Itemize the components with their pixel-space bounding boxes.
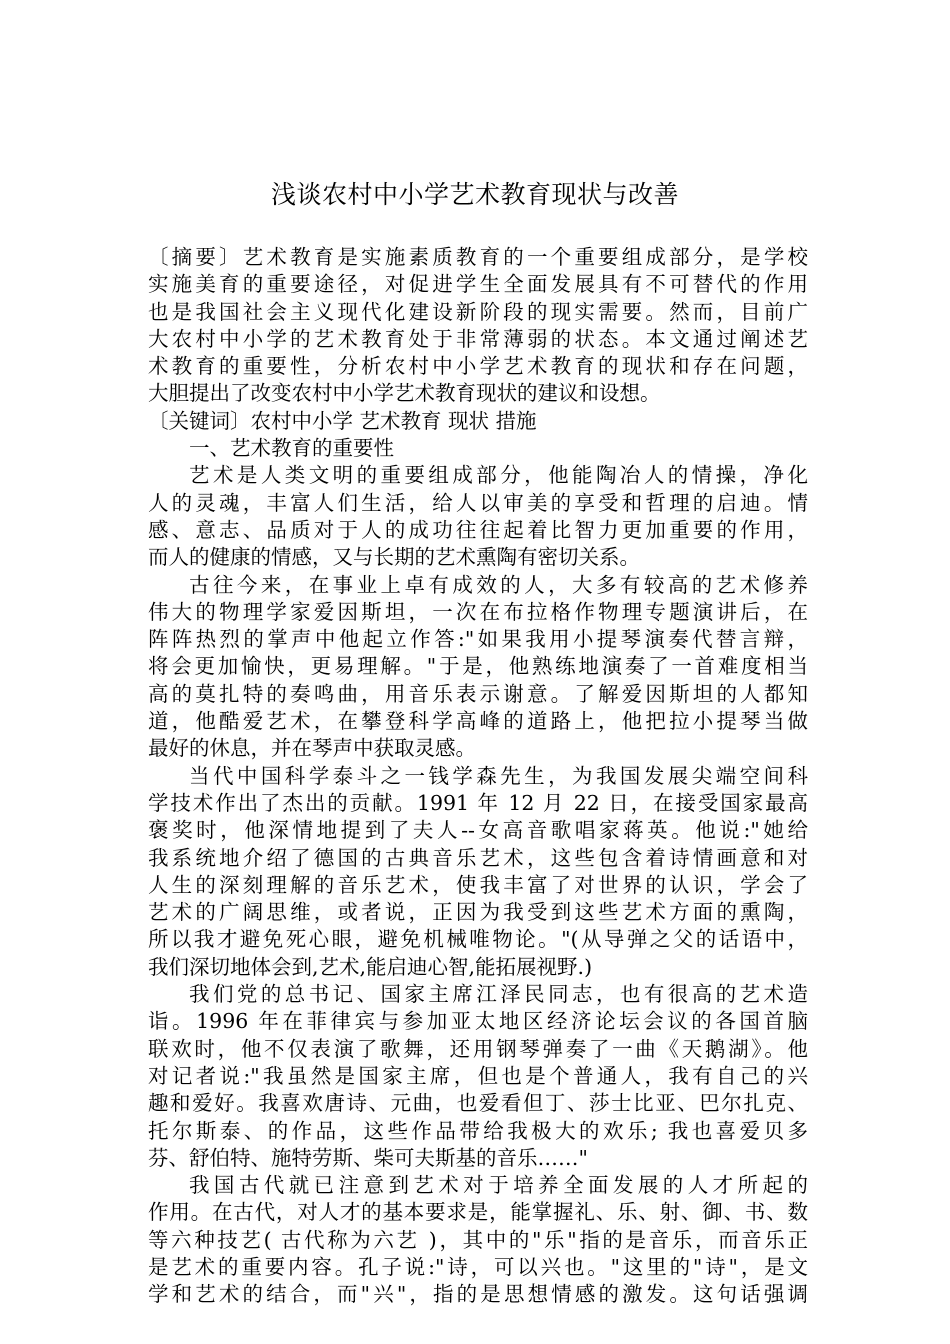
text-line: 我们党的总书记、国家主席江泽民同志，也有很高的艺术造 (189, 982, 808, 1007)
text-line: 是艺术的重要内容。孔子说:"诗，可以兴也。"这里的"诗"，是文 (148, 1254, 808, 1279)
text-line: 也是我国社会主义现代化建设新阶段的现实需要。然而，目前广 (148, 299, 808, 324)
text-line: 等六种技艺( 古代称为六艺 )，其中的"乐"指的是音乐，而音乐正 (148, 1227, 808, 1252)
text-line: 古往今来，在事业上卓有成效的人，大多有较高的艺术修养 (189, 572, 808, 597)
text-line: 而人的健康的情感，又与长期的艺术熏陶有密切关系。 (148, 545, 640, 570)
text-line: 实施美育的重要途径，对促进学生全面发展具有不可替代的作用 (148, 272, 808, 297)
text-line: 伟大的物理学家爱因斯坦，一次在布拉格作物理专题演讲后，在 (148, 599, 808, 624)
text-line: 作用。在古代，对人才的基本要求是，能掌握礼、乐、射、御、书、数 (148, 1200, 808, 1225)
text-line: 大胆提出了改变农村中小学艺术教育现状的建议和设想。 (148, 381, 661, 406)
text-line: 最好的休息，并在琴声中获取灵感。 (148, 736, 476, 761)
text-line: 我国古代就已注意到艺术对于培养全面发展的人才所起的 (189, 1173, 808, 1198)
text-line: 艺术是人类文明的重要组成部分，他能陶冶人的情操，净化 (189, 463, 808, 488)
text-line: 〔摘要〕艺术教育是实施素质教育的一个重要组成部分，是学校 (148, 245, 808, 269)
text-line: 〔关键词〕农村中小学 艺术教育 现状 措施 (148, 408, 537, 433)
text-line: 术教育的重要性，分析农村中小学艺术教育的现状和存在问题， (148, 354, 808, 379)
text-line: 趣和爱好。我喜欢唐诗、元曲，也爱看但丁、莎士比亚、巴尔扎克、 (148, 1091, 808, 1116)
text-line: 对记者说:"我虽然是国家主席，但也是个普通人，我有自己的兴 (148, 1063, 808, 1088)
text-line: 感、意志、品质对于人的成功往往起着比智力更加重要的作用， (148, 517, 808, 542)
text-line: 当代中国科学泰斗之一钱学森先生，为我国发展尖端空间科 (189, 763, 808, 788)
text-line: 我们深切地体会到,艺术,能启迪心智,能拓展视野.) (148, 954, 593, 979)
document-body (148, 244, 808, 1309)
text-line: 学和艺术的结合，而"兴"，指的是思想情感的激发。这句话强调 (148, 1282, 808, 1307)
text-line: 艺术的广阔思维，或者说，正因为我受到这些艺术方面的熏陶， (148, 900, 808, 925)
text-line: 联欢时，他不仅表演了歌舞，还用钢琴弹奏了一曲《天鹅湖》。他 (148, 1036, 808, 1061)
document-title: 浅谈农村中小学艺术教育现状与改善 (270, 180, 679, 209)
text-line: 人的灵魂，丰富人们生活，给人以审美的享受和哲理的启迪。情 (148, 490, 808, 515)
text-line: 阵阵热烈的掌声中他起立作答:"如果我用小提琴演奏代替言辩， (148, 627, 808, 652)
text-line: 道，他酷爱艺术，在攀登科学高峰的道路上，他把拉小提琴当做 (148, 709, 808, 734)
text-line: 诣。1996 年在菲律宾与参加亚太地区经济论坛会议的各国首脑 (148, 1009, 808, 1034)
text-line: 人生的深刻理解的音乐艺术，使我丰富了对世界的认识，学会了 (148, 872, 808, 897)
text-line: 我系统地介绍了德国的古典音乐艺术，这些包含着诗情画意和对 (148, 845, 808, 870)
text-line: 所以我才避免死心眼，避免机械唯物论。"(从导弹之父的话语中， (148, 927, 808, 952)
text-line: 芬、舒伯特、施特劳斯、柴可夫斯基的音乐……" (148, 1145, 588, 1170)
text-line: 高的莫扎特的奏鸣曲，用音乐表示谢意。了解爱因斯坦的人都知 (148, 681, 808, 706)
text-line: 一、艺术教育的重要性 (189, 436, 394, 461)
text-line: 学技术作出了杰出的贡献。1991 年 12 月 22 日，在接受国家最高 (148, 790, 808, 815)
text-line: 托尔斯泰、的作品，这些作品带给我极大的欢乐; 我也喜爱贝多 (148, 1118, 808, 1143)
text-line: 褒奖时，他深情地提到了夫人--女高音歌唱家蒋英。他说:"她给 (148, 818, 808, 843)
text-line: 将会更加愉快，更易理解。"于是，他熟练地演奏了一首难度相当 (148, 654, 808, 679)
text-line: 大农村中小学的艺术教育处于非常薄弱的状态。本文通过阐述艺 (148, 326, 808, 351)
